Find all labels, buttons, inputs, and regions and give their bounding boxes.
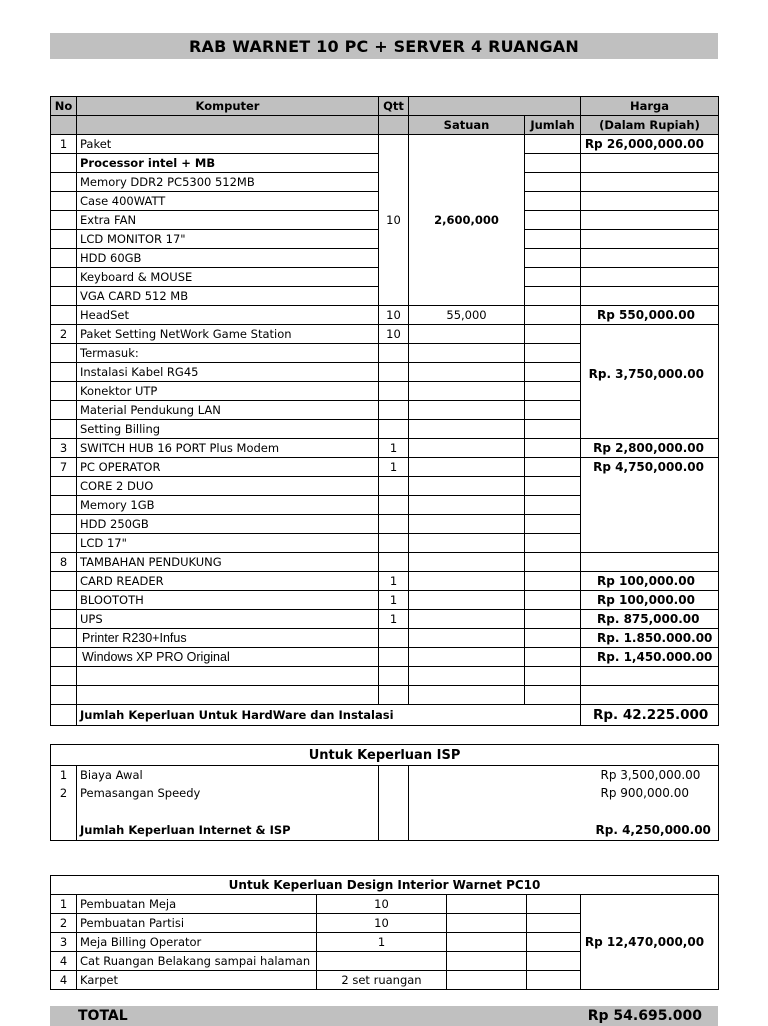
table-row: CARD READER 1 Rp 100,000.00 <box>51 572 719 591</box>
table-row: Setting Billing <box>51 420 719 439</box>
isp-total-label: Jumlah Keperluan Internet & ISP <box>77 820 379 841</box>
table-row: Memory DDR2 PC5300 512MB <box>51 173 719 192</box>
interior-harga: Rp 12,470,000,00 <box>581 895 719 990</box>
table-row: 8 TAMBAHAN PENDUKUNG <box>51 553 719 572</box>
table-row: 3 SWITCH HUB 16 PORT Plus Modem 1 Rp 2,800,000.00 <box>51 439 719 458</box>
isp-total-value: Rp. 4,250,000.00 <box>581 820 719 841</box>
table-row: 4 Cat Ruangan Belakang sampai halaman <box>51 952 719 971</box>
paket-satuan: 2,600,000 <box>409 135 525 306</box>
network-harga: Rp. 3,750,000.00 <box>581 325 719 439</box>
table-row: 2 Pemasangan Speedy Rp 900,000.00 <box>51 784 719 802</box>
table-row <box>51 686 719 705</box>
table-row: Konektor UTP <box>51 382 719 401</box>
isp-title-row <box>51 745 719 766</box>
hardware-total-label: Jumlah Keperluan Untuk HardWare dan Instalasi <box>77 705 581 726</box>
hardware-total-value: Rp. 42.225.000 <box>581 705 719 726</box>
table-row: UPS 1 Rp. 875,000.00 <box>51 610 719 629</box>
table-row: 1 Paket 10 2,600,000 Rp 26,000,000.00 <box>51 135 719 154</box>
table-row: VGA CARD 512 MB <box>51 287 719 306</box>
table-row: LCD 17" <box>51 534 719 553</box>
subheader-row <box>51 116 719 135</box>
table-row: 7 PC OPERATOR 1 Rp 4,750,000.00 <box>51 458 719 477</box>
interior-title-row <box>51 876 719 895</box>
paket-harga: Rp 26,000,000.00 <box>581 135 719 154</box>
table-row: HeadSet 10 55,000 Rp 550,000.00 <box>51 306 719 325</box>
table-row: 2 Pembuatan Partisi 10 <box>51 914 719 933</box>
interior-table <box>50 875 719 990</box>
table-row <box>51 667 719 686</box>
table-row: Instalasi Kabel RG45 <box>51 363 719 382</box>
header-jumlah: Jumlah <box>525 116 581 135</box>
header-satuan: Satuan <box>409 116 525 135</box>
table-row: 1 Pembuatan Meja 10 Rp 12,470,000,00 <box>51 895 719 914</box>
header-row <box>51 97 719 116</box>
table-row: Termasuk: <box>51 344 719 363</box>
operator-harga: Rp 4,750,000.00 <box>581 458 719 553</box>
table-row: CORE 2 DUO <box>51 477 719 496</box>
table-row: Material Pendukung LAN <box>51 401 719 420</box>
isp-table <box>50 744 719 841</box>
item-cell: Paket <box>77 135 379 154</box>
grand-total-value: Rp 54.695.000 <box>587 1008 702 1024</box>
header-harga-sub: (Dalam Rupiah) <box>581 116 719 135</box>
table-row: Processor intel + MB <box>51 154 719 173</box>
hardware-total-row <box>51 705 719 726</box>
header-qtt: Qtt <box>379 97 409 116</box>
isp-title: Untuk Keperluan ISP <box>51 745 719 766</box>
grand-total-bar <box>50 1006 718 1026</box>
table-row: HDD 60GB <box>51 249 719 268</box>
isp-total-row <box>51 820 719 841</box>
table-row: Memory 1GB <box>51 496 719 515</box>
table-row: HDD 250GB <box>51 515 719 534</box>
table-row: 3 Meja Billing Operator 1 <box>51 933 719 952</box>
table-row: LCD MONITOR 17" <box>51 230 719 249</box>
header-no: No <box>51 97 77 116</box>
table-row: Extra FAN <box>51 211 719 230</box>
page-title: RAB WARNET 10 PC + SERVER 4 RUANGAN <box>50 33 718 59</box>
grand-total-label: TOTAL <box>78 1008 128 1024</box>
table-row: 1 Biaya Awal Rp 3,500,000.00 <box>51 766 719 785</box>
table-row: Case 400WATT <box>51 192 719 211</box>
paket-qtt: 10 <box>379 135 409 306</box>
table-row: 4 Karpet 2 set ruangan <box>51 971 719 990</box>
header-komputer: Komputer <box>77 97 379 116</box>
table-row: Keyboard & MOUSE <box>51 268 719 287</box>
hardware-table <box>50 96 719 726</box>
table-row: 2 Paket Setting NetWork Game Station 10 Rp. 3,750,000.00 <box>51 325 719 344</box>
header-harga: Harga <box>581 97 719 116</box>
table-row: Printer R230+Infus Rp. 1.850.000.00 <box>51 629 719 648</box>
table-row: Windows XP PRO Original Rp. 1,450.000.00 <box>51 648 719 667</box>
table-row: BLOOTOTH 1 Rp 100,000.00 <box>51 591 719 610</box>
interior-title: Untuk Keperluan Design Interior Warnet PC10 <box>51 876 719 895</box>
